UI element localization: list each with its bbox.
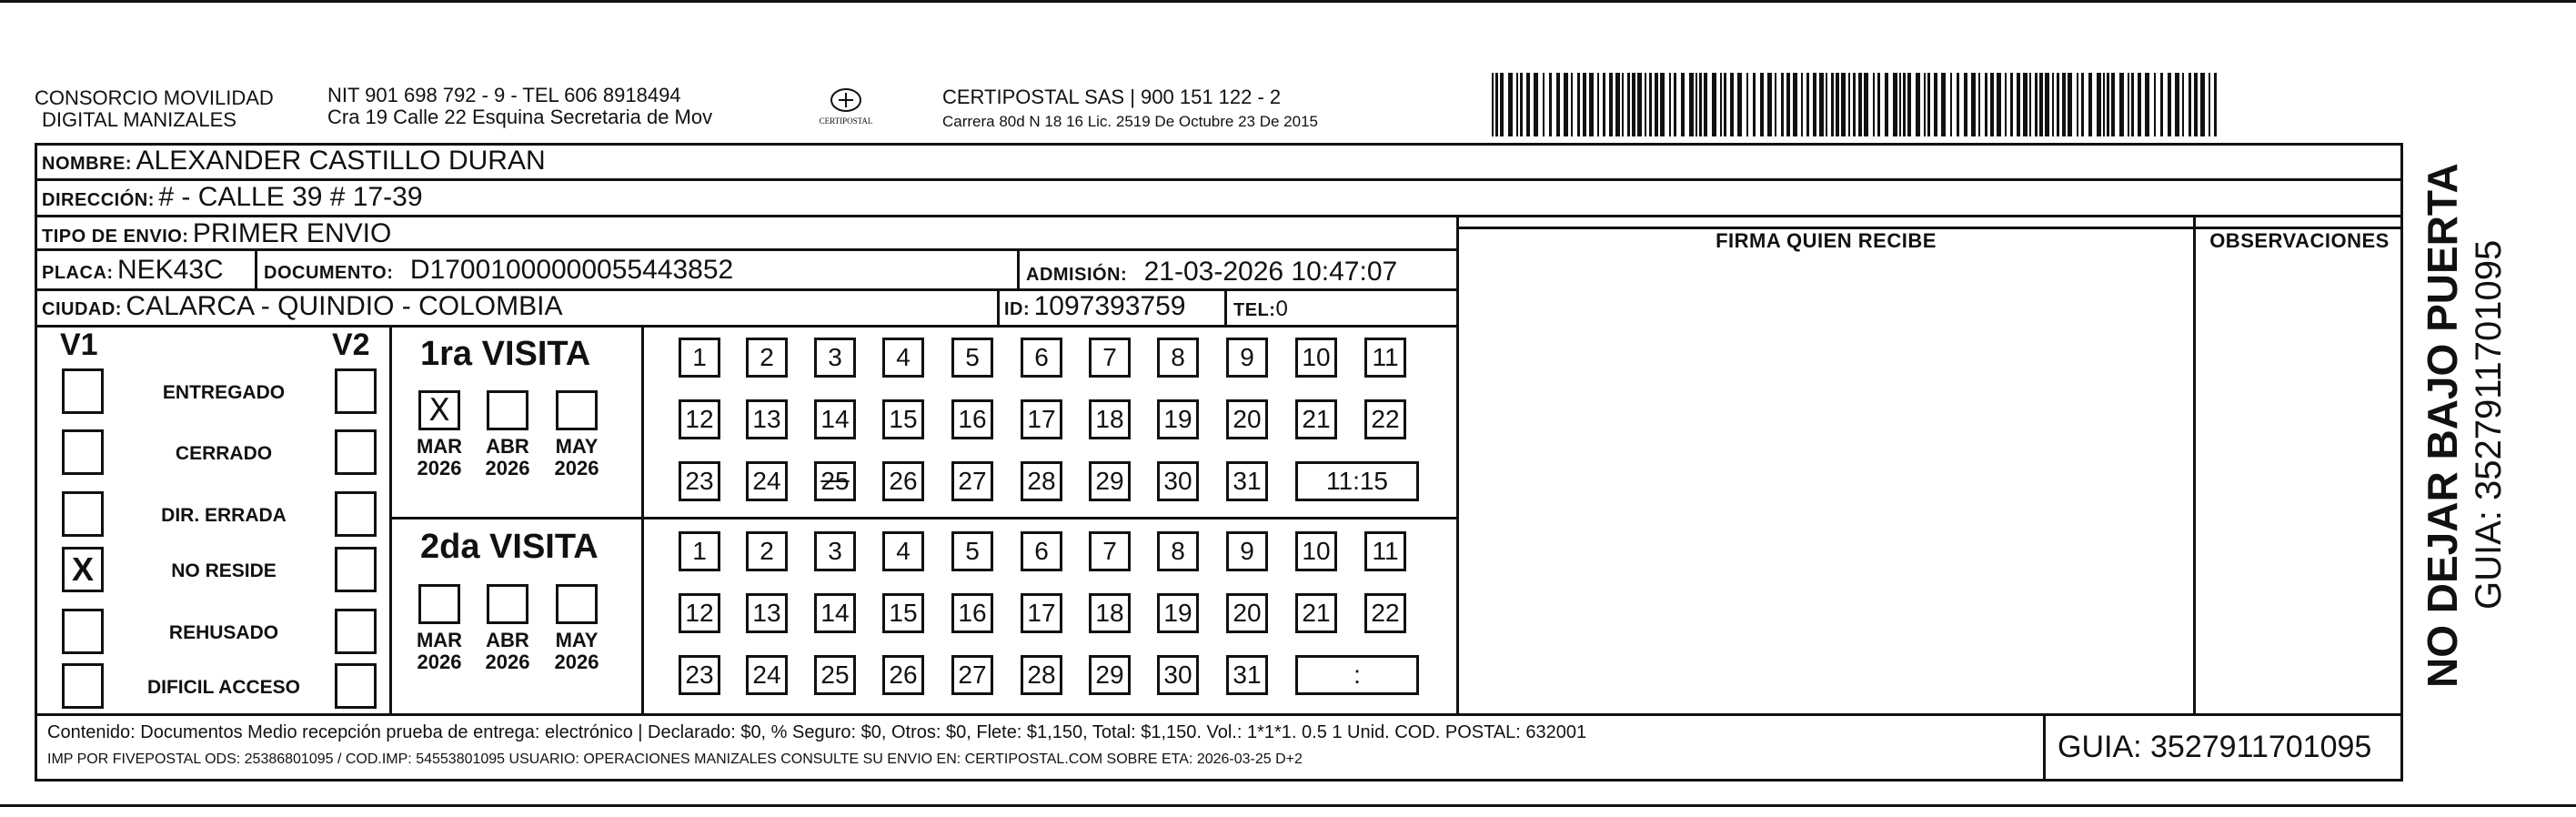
barcode-bar — [1520, 73, 1523, 136]
day-checkbox[interactable]: 6 — [1021, 338, 1062, 378]
barcode-bar — [1609, 73, 1613, 136]
barcode-bar — [2097, 73, 2101, 136]
barcode-bar — [1549, 73, 1552, 136]
barcode-bar — [1746, 73, 1748, 136]
day-checkbox[interactable]: 3 — [814, 531, 856, 571]
barcode-bar — [1924, 73, 1926, 136]
barcode-bar — [2160, 73, 2163, 136]
barcode-bar — [1534, 73, 1538, 136]
barcode-bar — [2128, 73, 2129, 136]
company-name: CONSORCIO MOVILIDAD DIGITAL MANIZALES — [35, 86, 274, 131]
month-checkbox[interactable] — [418, 584, 460, 624]
barcode-bar — [1831, 73, 1834, 136]
day-checkbox[interactable]: 14 — [814, 399, 856, 439]
time-field[interactable]: 11:15 — [1295, 461, 1419, 501]
day-checkbox[interactable]: 7 — [1089, 531, 1131, 571]
v2-checkbox[interactable] — [335, 663, 377, 709]
day-checkbox[interactable]: 11 — [1364, 338, 1406, 378]
barcode-bar — [2107, 73, 2109, 136]
barcode-bar — [1853, 73, 1856, 136]
day-checkbox[interactable]: 13 — [746, 593, 788, 633]
barcode-bar — [1712, 73, 1716, 136]
day-checkbox[interactable]: 31 — [1226, 655, 1268, 695]
barcode-bar — [1753, 73, 1756, 136]
observaciones-area[interactable] — [2196, 251, 2403, 713]
barcode-bar — [1826, 73, 1827, 136]
barcode-bar — [1964, 73, 1967, 136]
day-checkbox[interactable]: 20 — [1226, 399, 1268, 439]
v1-checkbox[interactable] — [62, 368, 104, 414]
day-checkbox[interactable]: 28 — [1021, 655, 1062, 695]
barcode-bar — [1597, 73, 1599, 136]
barcode-bar — [1571, 73, 1573, 136]
barcode-bar — [1781, 73, 1784, 136]
no-dejar-bajo-puerta: NO DEJAR BAJO PUERTA — [2419, 163, 2466, 688]
barcode-bar — [2154, 73, 2156, 136]
placa-field: PLACA: NEK43C — [42, 255, 224, 285]
ciudad-field: CIUDAD: CALARCA - QUINDIO - COLOMBIA — [42, 291, 563, 321]
day-checkbox[interactable]: 23 — [679, 655, 720, 695]
barcode-bar — [1927, 73, 1930, 136]
barcode-bar — [1873, 73, 1875, 136]
day-checkbox[interactable]: 27 — [951, 655, 993, 695]
barcode-bar — [1589, 73, 1594, 136]
barcode-bar — [1806, 73, 1809, 136]
footer-imp: IMP POR FIVEPOSTAL ODS: 25386801095 / COD.IMP: 54553801095 USUARIO: OPERACIONES MANIZALES CONSULTE SU ENVIO EN: CERTIPOSTAL.COM SOBRE ETA: 2026-03-25 D+2 — [47, 751, 1303, 767]
barcode-bar — [1885, 73, 1888, 136]
month-label: MAR 2026 — [416, 629, 463, 673]
day-checkbox[interactable]: 14 — [814, 593, 856, 633]
barcode-bar — [1720, 73, 1722, 136]
day-checkbox[interactable]: 22 — [1364, 593, 1406, 633]
day-checkbox[interactable]: 28 — [1021, 461, 1062, 501]
barcode-bar — [2005, 73, 2007, 136]
barcode-bar — [1767, 73, 1772, 136]
documento-field: DOCUMENTO: D17001000000055443852 — [264, 255, 734, 285]
barcode-bar — [1704, 73, 1707, 136]
footer-contenido: Contenido: Documentos Medio recepción prueba de entrega: electrónico | Declarado: $0, % Seguro: $0, Otros: $0, Flete: $1,150, Total: $1,150. Vol.: 1*1*1. 0.5 1 Unid. COD. POSTAL: 632001 — [47, 722, 1587, 742]
admision-field: ADMISIÓN: 21-03-2026 10:47:07 — [1026, 257, 1398, 287]
direccion-value: # - CALLE 39 # 17-39 — [158, 182, 423, 212]
barcode-bar — [1724, 73, 1726, 136]
certipostal-info: CERTIPOSTAL SAS | 900 151 122 - 2 Carrera 80d N 18 16 Lic. 2519 De Octubre 23 De 2015 — [942, 86, 1318, 130]
barcode-bar — [1495, 73, 1498, 136]
barcode-bar — [1990, 73, 1994, 136]
v1-checkbox[interactable] — [62, 429, 104, 475]
day-checkbox[interactable]: 12 — [679, 399, 720, 439]
barcode-bar — [2062, 73, 2066, 136]
status-label: REHUSADO — [168, 622, 279, 643]
barcode-bar — [1848, 73, 1850, 136]
day-checkbox[interactable]: 18 — [1089, 593, 1131, 633]
day-checkbox[interactable]: 9 — [1226, 338, 1268, 378]
observaciones-label: OBSERVACIONES — [2209, 229, 2390, 252]
firma-label: FIRMA QUIEN RECIBE — [1716, 229, 1937, 252]
v1-checkbox[interactable]: X — [62, 547, 104, 592]
barcode-bar — [1669, 73, 1671, 136]
month-checkbox[interactable] — [487, 390, 528, 430]
barcode-bar — [1699, 73, 1702, 136]
barcode-bar — [1903, 73, 1906, 136]
barcode-bar — [2068, 73, 2072, 136]
day-checkbox[interactable]: 15 — [882, 593, 924, 633]
day-checkbox[interactable]: 11 — [1364, 531, 1406, 571]
barcode-bar — [1971, 73, 1976, 136]
barcode-bar — [1813, 73, 1816, 136]
certipostal-logo: CERTIPOSTAL — [814, 84, 878, 135]
barcode-bar — [2194, 73, 2198, 136]
barcode-bar — [1978, 73, 1980, 136]
day-checkbox[interactable]: 30 — [1157, 461, 1199, 501]
barcode-bar — [2182, 73, 2184, 136]
barcode-bar — [1564, 73, 1568, 136]
barcode-bar — [1649, 73, 1652, 136]
day-checkbox[interactable]: 21 — [1295, 593, 1337, 633]
month-label: MAR 2026 — [416, 435, 463, 479]
barcode-bar — [1526, 73, 1530, 136]
day-checkbox[interactable]: 23 — [679, 461, 720, 501]
barcode-bar — [2214, 73, 2217, 136]
status-label: NO RESIDE — [171, 560, 277, 581]
barcode-bar — [1627, 73, 1630, 136]
status-label: DIR. ERRADA — [161, 505, 287, 526]
first-visit-title: 1ra VISITA — [420, 335, 591, 373]
barcode-bar — [1957, 73, 1959, 136]
day-checkbox[interactable]: 2 — [746, 531, 788, 571]
day-checkbox[interactable]: 10 — [1295, 338, 1337, 378]
day-checkbox[interactable]: 29 — [1089, 655, 1131, 695]
nombre-value: ALEXANDER CASTILLO DURAN — [136, 146, 546, 176]
barcode-bar — [2088, 73, 2092, 136]
barcode-bar — [1737, 73, 1742, 136]
day-checkbox[interactable]: 17 — [1021, 593, 1062, 633]
barcode-bar — [2045, 73, 2049, 136]
direccion-row: DIRECCIÓN: # - CALLE 39 # 17-39 — [42, 182, 423, 212]
tipo-value: PRIMER ENVIO — [192, 218, 392, 248]
day-checkbox[interactable]: 19 — [1157, 593, 1199, 633]
barcode-bar — [2029, 73, 2031, 136]
day-checkbox[interactable]: 5 — [951, 531, 993, 571]
barcode-bar — [1899, 73, 1901, 136]
barcode-bar — [2057, 73, 2059, 136]
barcode-bar — [1516, 73, 1518, 136]
barcode-bar — [1864, 73, 1868, 136]
barcode-bar — [2175, 73, 2179, 136]
day-checkbox[interactable]: 6 — [1021, 531, 1062, 571]
day-checkbox[interactable]: 12 — [679, 593, 720, 633]
barcode-bar — [2145, 73, 2149, 136]
barcode-bar — [1730, 73, 1734, 136]
month-checkbox[interactable] — [556, 584, 598, 624]
day-checkbox[interactable]: 8 — [1157, 531, 1199, 571]
barcode-bar — [1907, 73, 1911, 136]
day-checkbox[interactable]: 4 — [882, 338, 924, 378]
barcode-bar — [1841, 73, 1846, 136]
company-contact: NIT 901 698 792 - 9 - TEL 606 8918494 Cra 19 Calle 22 Esquina Secretaria de Mov — [327, 84, 713, 128]
barcode-bar — [1622, 73, 1624, 136]
barcode-bar — [1997, 73, 2001, 136]
day-checkbox[interactable]: 17 — [1021, 399, 1062, 439]
barcode-bar — [1786, 73, 1790, 136]
month-label: MAY 2026 — [554, 435, 599, 479]
month-label: ABR 2026 — [485, 435, 530, 479]
month-label: MAY 2026 — [554, 629, 599, 673]
day-checkbox[interactable]: 26 — [882, 461, 924, 501]
barcode-bar — [1603, 73, 1605, 136]
month-checkbox[interactable] — [487, 584, 528, 624]
v1-checkbox[interactable] — [62, 663, 104, 709]
v2-checkbox[interactable] — [335, 609, 377, 654]
barcode-bar — [2119, 73, 2124, 136]
day-checkbox[interactable]: 1 — [679, 531, 720, 571]
barcode-bar — [1674, 73, 1676, 136]
day-checkbox[interactable]: 25 — [814, 461, 856, 501]
time-field[interactable]: : — [1295, 655, 1419, 695]
barcode-bar — [1941, 73, 1946, 136]
side-guia: GUIA: 3527911701095 — [2469, 239, 2509, 610]
status-label: DIFICIL ACCESO — [146, 677, 300, 698]
month-checkbox[interactable] — [556, 390, 598, 430]
barcode-bar — [1858, 73, 1862, 136]
tipo-row: TIPO DE ENVIO: PRIMER ENVIO — [42, 218, 392, 248]
day-checkbox[interactable]: 15 — [882, 399, 924, 439]
day-checkbox[interactable]: 27 — [951, 461, 993, 501]
day-checkbox[interactable]: 26 — [882, 655, 924, 695]
v1-label: V1 — [60, 328, 98, 362]
barcode-bar — [2010, 73, 2013, 136]
barcode-bar — [2077, 73, 2078, 136]
day-checkbox[interactable]: 4 — [882, 531, 924, 571]
barcode-bar — [1681, 73, 1685, 136]
day-checkbox[interactable]: 31 — [1226, 461, 1268, 501]
day-checkbox[interactable]: 16 — [951, 593, 993, 633]
day-checkbox[interactable]: 10 — [1295, 531, 1337, 571]
day-checkbox[interactable]: 19 — [1157, 399, 1199, 439]
tel-field: TEL:0 — [1233, 297, 1288, 321]
day-checkbox[interactable]: 16 — [951, 399, 993, 439]
barcode-bar — [1801, 73, 1803, 136]
day-checkbox[interactable]: 25 — [814, 655, 856, 695]
barcode-bar — [2131, 73, 2134, 136]
barcode-bar — [1508, 73, 1513, 136]
barcode — [1492, 73, 2219, 136]
barcode-bar — [2209, 73, 2210, 136]
barcode-bar — [1760, 73, 1764, 136]
v2-checkbox[interactable] — [335, 491, 377, 537]
day-checkbox[interactable]: 1 — [679, 338, 720, 378]
day-checkbox[interactable]: 20 — [1226, 593, 1268, 633]
day-checkbox[interactable]: 21 — [1295, 399, 1337, 439]
day-checkbox[interactable]: 29 — [1089, 461, 1131, 501]
day-checkbox[interactable]: 8 — [1157, 338, 1199, 378]
day-checkbox[interactable]: 30 — [1157, 655, 1199, 695]
signature-area[interactable] — [1459, 251, 2193, 713]
barcode-bar — [1645, 73, 1646, 136]
day-checkbox[interactable]: 2 — [746, 338, 788, 378]
nombre-row: NOMBRE: ALEXANDER CASTILLO DURAN — [42, 146, 546, 176]
month-label: ABR 2026 — [485, 629, 530, 673]
day-checkbox[interactable]: 24 — [746, 655, 788, 695]
barcode-bar — [1660, 73, 1665, 136]
v2-checkbox[interactable] — [335, 368, 377, 414]
barcode-bar — [1916, 73, 1920, 136]
barcode-bar — [2103, 73, 2105, 136]
day-checkbox[interactable]: 7 — [1089, 338, 1131, 378]
day-checkbox[interactable]: 24 — [746, 461, 788, 501]
barcode-bar — [1696, 73, 1697, 136]
top-border — [0, 0, 2576, 3]
day-checkbox[interactable]: 9 — [1226, 531, 1268, 571]
barcode-bar — [2200, 73, 2205, 136]
day-checkbox[interactable]: 13 — [746, 399, 788, 439]
barcode-bar — [1775, 73, 1776, 136]
day-checkbox[interactable]: 3 — [814, 338, 856, 378]
barcode-bar — [1492, 73, 1494, 136]
v1-checkbox[interactable] — [62, 491, 104, 537]
barcode-bar — [2189, 73, 2191, 136]
barcode-bar — [2138, 73, 2141, 136]
barcode-bar — [1632, 73, 1635, 136]
barcode-bar — [1615, 73, 1620, 136]
barcode-bar — [2052, 73, 2054, 136]
barcode-bar — [2081, 73, 2084, 136]
barcode-bar — [1689, 73, 1694, 136]
barcode-bar — [1583, 73, 1586, 136]
barcode-bar — [1577, 73, 1580, 136]
v2-checkbox[interactable] — [335, 429, 377, 475]
bottom-border — [0, 804, 2576, 807]
barcode-bar — [2168, 73, 2171, 136]
barcode-bar — [1893, 73, 1897, 136]
day-checkbox[interactable]: 18 — [1089, 399, 1131, 439]
barcode-bar — [1637, 73, 1642, 136]
barcode-bar — [1500, 73, 1504, 136]
id-field: ID: 1097393759 — [1004, 291, 1186, 321]
barcode-bar — [1836, 73, 1839, 136]
v2-checkbox[interactable] — [335, 547, 377, 592]
footer-guia: GUIA: 3527911701095 — [2058, 730, 2372, 764]
month-checkbox[interactable]: X — [418, 390, 460, 430]
second-visit-title: 2da VISITA — [420, 528, 599, 566]
status-label: ENTREGADO — [162, 382, 286, 403]
day-checkbox[interactable]: 5 — [951, 338, 993, 378]
day-checkbox[interactable]: 22 — [1364, 399, 1406, 439]
barcode-bar — [2017, 73, 2020, 136]
barcode-bar — [1877, 73, 1880, 136]
barcode-bar — [1950, 73, 1952, 136]
v1-checkbox[interactable] — [62, 609, 104, 654]
barcode-bar — [1934, 73, 1937, 136]
barcode-bar — [1793, 73, 1797, 136]
barcode-bar — [1543, 73, 1545, 136]
barcode-bar — [1655, 73, 1658, 136]
barcode-bar — [1985, 73, 1987, 136]
status-label: CERRADO — [175, 443, 273, 464]
barcode-bar — [1556, 73, 1560, 136]
barcode-bar — [2039, 73, 2043, 136]
v2-label: V2 — [332, 328, 370, 362]
barcode-bar — [2111, 73, 2115, 136]
barcode-bar — [2035, 73, 2038, 136]
barcode-bar — [1819, 73, 1824, 136]
barcode-bar — [2023, 73, 2028, 136]
